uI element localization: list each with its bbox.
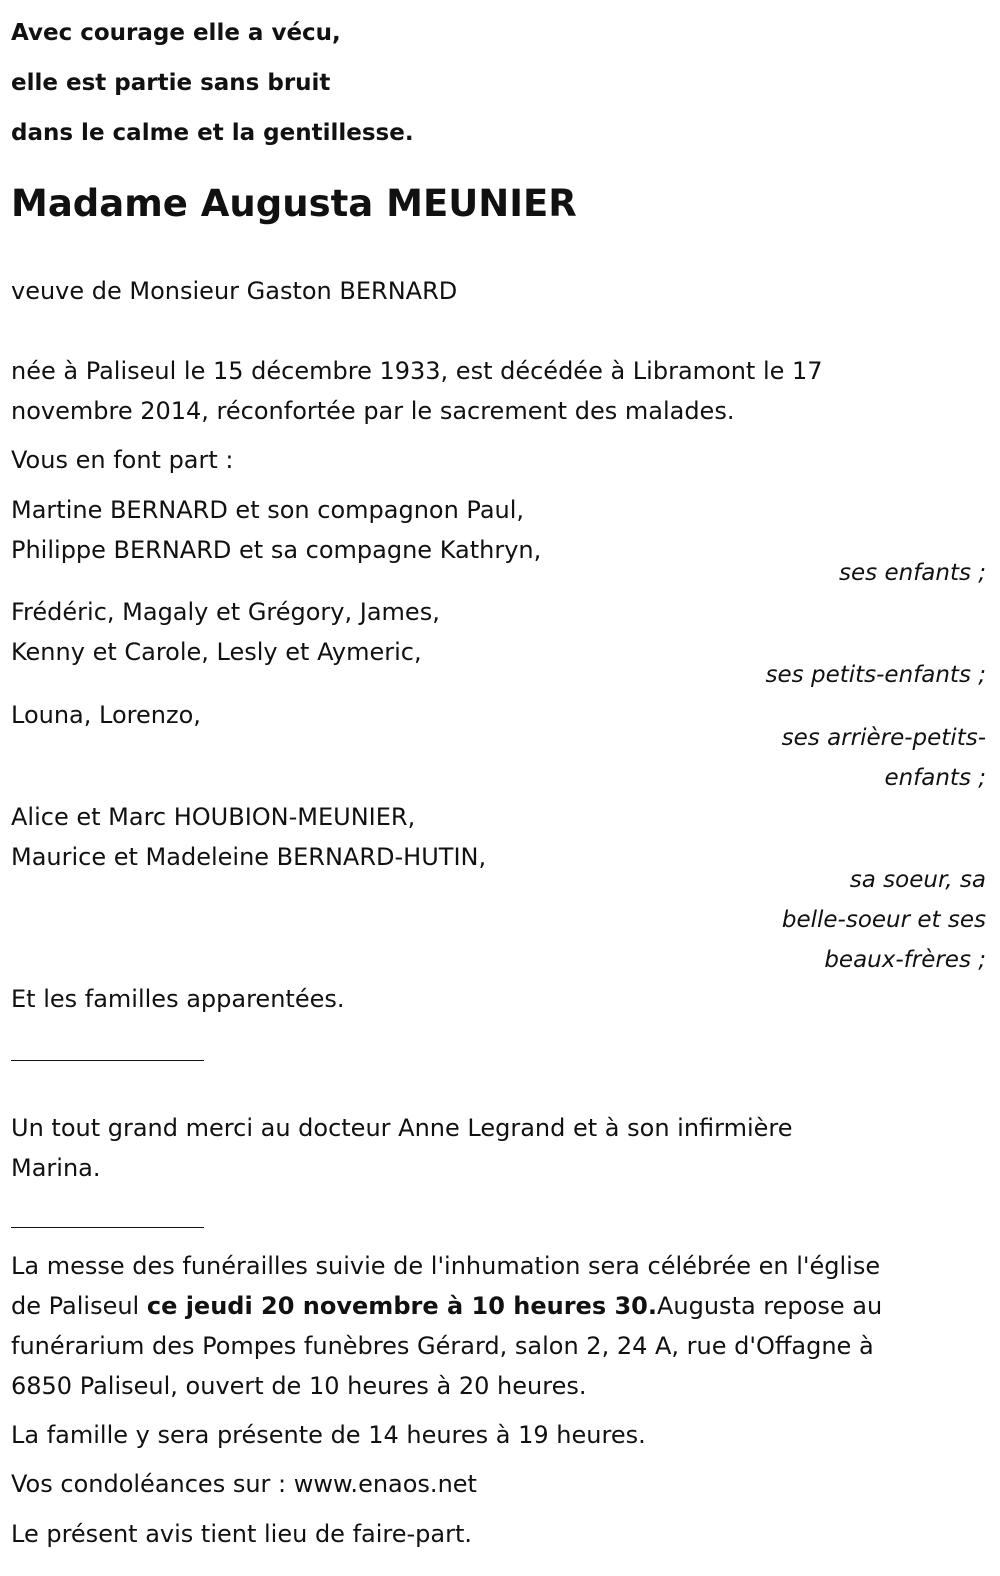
epitaph bbox=[11, 8, 414, 158]
funeral-date: ce jeudi 20 novembre à 10 heures 30. bbox=[146, 1292, 657, 1320]
siblings-relation: belle-soeur et ses bbox=[781, 907, 986, 933]
children-names: Martine BERNARD et son compagnon Paul, bbox=[11, 496, 525, 524]
epitaph-line: dans le calme et la gentillesse. bbox=[11, 120, 414, 146]
siblings-names: Maurice et Madeleine BERNARD-HUTIN, bbox=[11, 843, 487, 871]
funeral-line bbox=[11, 1286, 882, 1326]
funeral-line: 6850 Paliseul, ouvert de 10 heures à 20 heures. bbox=[11, 1372, 587, 1400]
funeral-text: Augusta repose au bbox=[656, 1292, 883, 1320]
funeral-line: La messe des funérailles suivie de l'inhumation sera célébrée en l'église bbox=[11, 1252, 881, 1280]
spouse-line: veuve de Monsieur Gaston BERNARD bbox=[11, 277, 458, 305]
thanks-line: Marina. bbox=[11, 1154, 101, 1182]
separator bbox=[11, 1060, 204, 1061]
obituary-notice bbox=[11, 0, 986, 1576]
birth-death-line: novembre 2014, réconfortée par le sacrement des malades. bbox=[11, 397, 735, 425]
grandchildren-relation: ses petits-enfants ; bbox=[765, 662, 986, 688]
deceased-name: Madame Augusta MEUNIER bbox=[11, 182, 577, 225]
children-relation: ses enfants ; bbox=[839, 560, 986, 586]
great-grandchildren-relation: ses arrière-petits- bbox=[781, 725, 986, 751]
condolences-line: Vos condoléances sur : www.enaos.net bbox=[11, 1470, 477, 1498]
siblings-relation: sa soeur, sa bbox=[849, 867, 986, 893]
grandchildren-names: Kenny et Carole, Lesly et Aymeric, bbox=[11, 638, 422, 666]
family-presence: La famille y sera présente de 14 heures à 19 heures. bbox=[11, 1421, 646, 1449]
birth-death-line: née à Paliseul le 15 décembre 1933, est décédée à Libramont le 17 bbox=[11, 357, 823, 385]
separator bbox=[11, 1227, 204, 1228]
notice-line: Le présent avis tient lieu de faire-part. bbox=[11, 1520, 473, 1548]
funeral-line: funérarium des Pompes funèbres Gérard, salon 2, 24 A, rue d'Offagne à bbox=[11, 1332, 874, 1360]
announce-intro: Vous en font part : bbox=[11, 446, 234, 474]
epitaph-line: elle est partie sans bruit bbox=[11, 70, 331, 96]
related-families: Et les familles apparentées. bbox=[11, 985, 345, 1013]
epitaph-line: Avec courage elle a vécu, bbox=[11, 20, 341, 46]
great-grandchildren-names: Louna, Lorenzo, bbox=[11, 701, 201, 729]
children-names: Philippe BERNARD et sa compagne Kathryn, bbox=[11, 536, 542, 564]
thanks-line: Un tout grand merci au docteur Anne Legrand et à son infirmière bbox=[11, 1114, 793, 1142]
funeral-text: de Paliseul bbox=[11, 1292, 147, 1320]
great-grandchildren-relation: enfants ; bbox=[884, 765, 986, 791]
siblings-relation: beaux-frères ; bbox=[824, 947, 986, 973]
siblings-names: Alice et Marc HOUBION-MEUNIER, bbox=[11, 803, 416, 831]
grandchildren-names: Frédéric, Magaly et Grégory, James, bbox=[11, 598, 440, 626]
